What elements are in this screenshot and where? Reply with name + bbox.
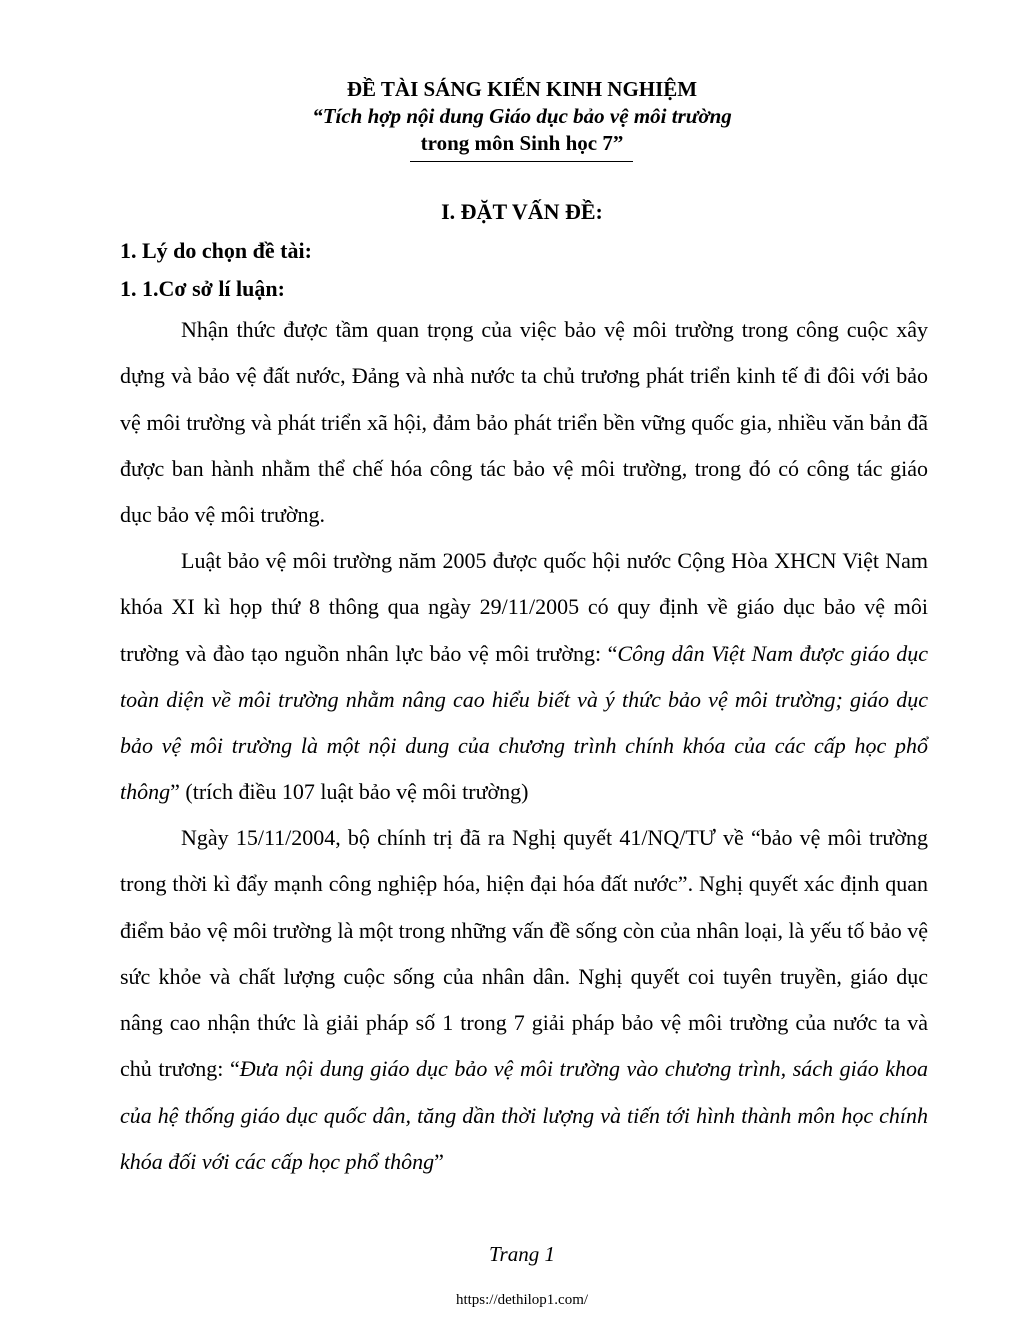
page-number: Trang 1 (489, 1242, 555, 1266)
footer-url: https://dethilop1.com/ (455, 1292, 589, 1308)
paragraph-1-text: Nhận thức được tầm quan trọng của việc bảo vệ môi trường trong công cuộc xây dựng và bảo vệ đất nước, Đảng và nhà nước ta chủ trương phát triển kinh tế đi đôi với bảo vệ môi trường và phát triển xã hội, đảm bảo phát triển bền vững quốc gia, nhiều văn bản đã được ban hành nhằm thể chế hóa công tác bảo vệ môi trường, trong đó có công tác giáo dục bảo vệ môi trường. (120, 317, 928, 528)
paragraph-3-start: Ngày 15/11/2004, bộ chính trị đã ra Nghị quyết 41/NQ/TƯ về “bảo vệ môi trường trong thời kì đẩy mạnh công nghiệp hóa, hiện đại hóa đất nước”. Nghị quyết xác định quan điểm bảo vệ môi trường là một trong những vấn đề sống còn của nhân loại, là yếu tố bảo vệ sức khỏe và chất lượng cuộc sống của nhân dân. Nghị quyết coi tuyên truyền, giáo dục nâng cao nhận thức là giải pháp số 1 trong 7 giải pháp bảo vệ môi trường của nước ta và chủ trương: “ (120, 825, 928, 1082)
paragraph-2-end: ” (trích điều 107 luật bảo vệ môi trường) (170, 779, 529, 805)
section-heading: I. ĐẶT VẤN ĐỀ: (441, 199, 603, 224)
paragraph-2-start: Luật bảo vệ môi trường năm 2005 được quốc hội nước Cộng Hòa XHCN Việt Nam khóa XI kì họp thứ 8 thông qua ngày 29/11/2005 có quy định về giáo dục bảo vệ môi trường và đào tạo nguồn nhân lực bảo vệ môi trường: “ (120, 548, 928, 666)
paragraph-3-quote: Đưa nội dung giáo dục bảo vệ môi trường vào chương trình, sách giáo khoa của hệ thống giáo dục quốc dân, tăng dần thời lượng và tiến tới hình thành môn học chính khóa đối với các cấp học phổ thông (120, 1056, 929, 1175)
paragraph-1 (120, 307, 928, 538)
subheading-theory-basis: 1. 1.Cơ sở lí luận: (120, 276, 285, 301)
paragraph-3 (120, 815, 928, 1185)
document-title (0, 76, 1024, 157)
paragraph-2 (120, 538, 928, 816)
paragraph-3-end: ” (434, 1149, 444, 1175)
paragraph-2-quote: Công dân Việt Nam được giáo dục toàn diện về môi trường nhằm nâng cao hiểu biết và ý thức bảo vệ môi trường; giáo dục bảo vệ môi trường là một nội dung của chương trình chính khóa của các cấp học phổ thông (120, 640, 928, 805)
title-underline-divider (410, 161, 633, 162)
title-line-1: ĐỀ TÀI SÁNG KIẾN KINH NGHIỆM (346, 77, 698, 101)
title-line-2: “Tích hợp nội dung Giáo dục bảo vệ môi trường (312, 104, 732, 128)
title-line-3: trong môn Sinh học 7” (420, 131, 624, 155)
subheading-reason: 1. Lý do chọn đề tài: (120, 238, 312, 263)
